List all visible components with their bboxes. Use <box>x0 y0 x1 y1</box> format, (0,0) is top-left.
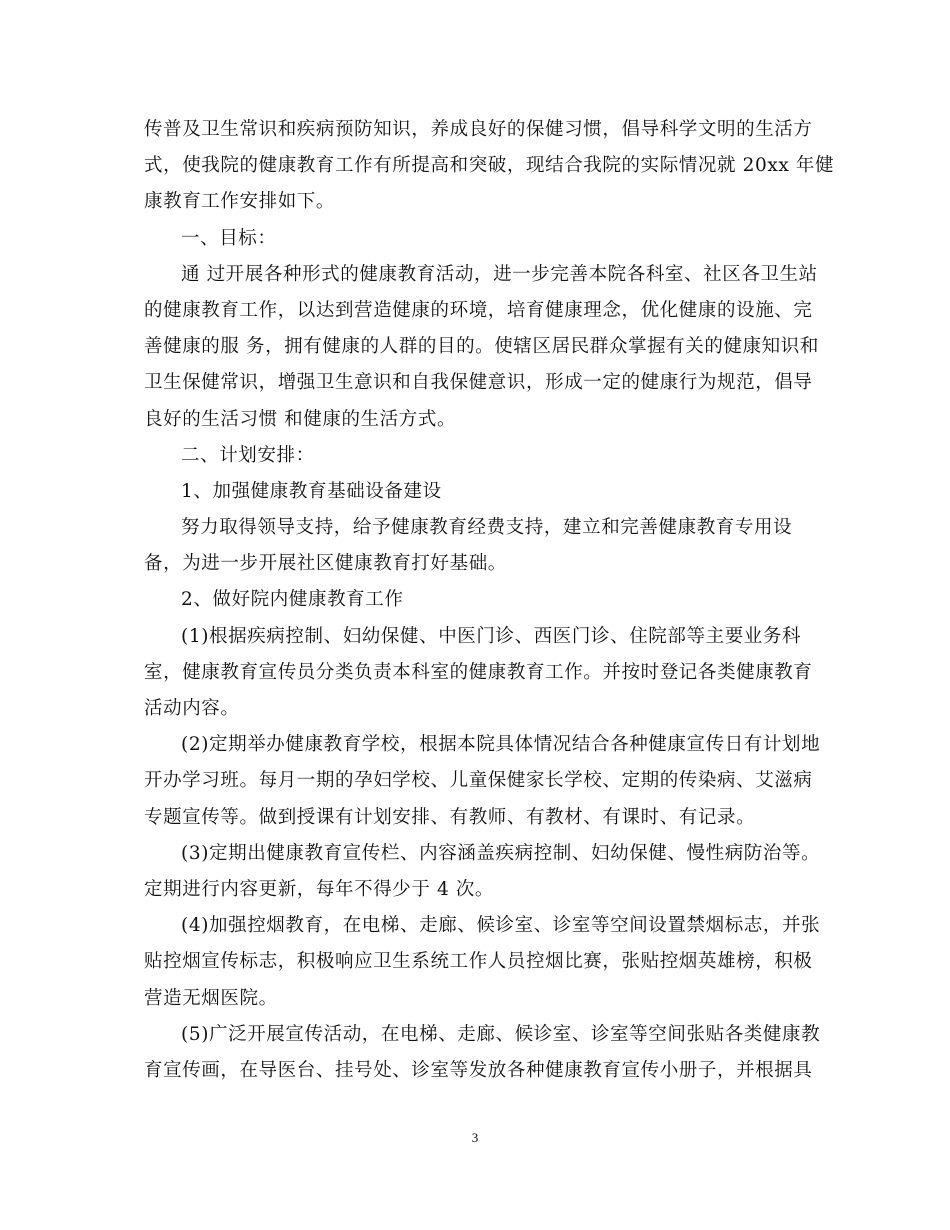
text-line: 1、加强健康教育基础设备建设 <box>181 480 442 502</box>
text-line: 良好的生活习惯 和健康的生活方式。 <box>144 408 457 430</box>
text-line: 定期进行内容更新，每年不得少于 4 次。 <box>144 878 495 900</box>
text-line: 活动内容。 <box>144 698 240 719</box>
text-line: 二、计划安排： <box>181 444 315 466</box>
text-line: (5)广泛开展宣传活动，在电梯、走廊、候诊室、诊室等空间张贴各类健康教 <box>181 1023 821 1045</box>
document-body <box>144 112 835 1089</box>
text-line: 育宣传画，在导医台、挂号处、诊室等发放各种健康教育宣传小册子，并根据具 <box>144 1059 813 1081</box>
text-line: 卫生保健常识，增强卫生意识和自我保健意识，形成一定的健康行为规范，倡导 <box>144 372 813 394</box>
text-line: (4)加强控烟教育，在电梯、走廊、候诊室、诊室等空间设置禁烟标志，并张 <box>181 915 821 937</box>
text-line: (2)定期举办健康教育学校，根据本院具体情况结合各种健康宣传日有计划地 <box>181 734 821 756</box>
text-line: (3)定期出健康教育宣传栏、内容涵盖疾病控制、妇幼保健、慢性病防治等。 <box>181 842 821 864</box>
text-line: 营造无烟医院。 <box>144 987 278 1009</box>
text-line: 专题宣传等。做到授课有计划安排、有教师、有教材、有课时、有记录。 <box>144 806 756 828</box>
text-line: 一、目标： <box>181 227 277 249</box>
text-line: 式，使我院的健康教育工作有所提高和突破，现结合我院的实际情况就 20xx 年健 <box>144 155 835 177</box>
text-line: 善健康的服 务，拥有健康的人群的目的。使辖区居民群众掌握有关的健康知识和 <box>144 336 819 358</box>
text-line: 2、做好院内健康教育工作 <box>181 589 404 611</box>
text-line: (1)根据疾病控制、妇幼保健、中医门诊、西医门诊、住院部等主要业务科 <box>181 625 802 647</box>
text-line: 康教育工作安排如下。 <box>144 191 336 213</box>
text-line: 贴控烟宣传标志，积极响应卫生系统工作人员控烟比赛，张贴控烟英雄榜，积极 <box>144 951 813 973</box>
text-line: 通 过开展各种形式的健康教育活动，进一步完善本院各科室、社区各卫生站 <box>181 263 818 285</box>
text-line: 努力取得领导支持，给予健康教育经费支持，建立和完善健康教育专用设 <box>181 517 793 539</box>
text-line: 开办学习班。每月一期的孕妇学校、儿童保健家长学校、定期的传染病、艾滋病 <box>144 770 813 792</box>
text-line: 传普及卫生常识和疾病预防知识，养成良好的保健习惯，倡导科学文明的生活方 <box>144 119 813 140</box>
page-number: 3 <box>471 1130 479 1145</box>
text-line: 备，为进一步开展社区健康教育打好基础。 <box>144 553 507 575</box>
text-line: 的健康教育工作，以达到营造健康的环境，培育健康理念，优化健康的设施、完 <box>144 299 813 321</box>
text-line: 室，健康教育宣传员分类负责本科室的健康教育工作。并按时登记各类健康教育 <box>144 661 813 683</box>
